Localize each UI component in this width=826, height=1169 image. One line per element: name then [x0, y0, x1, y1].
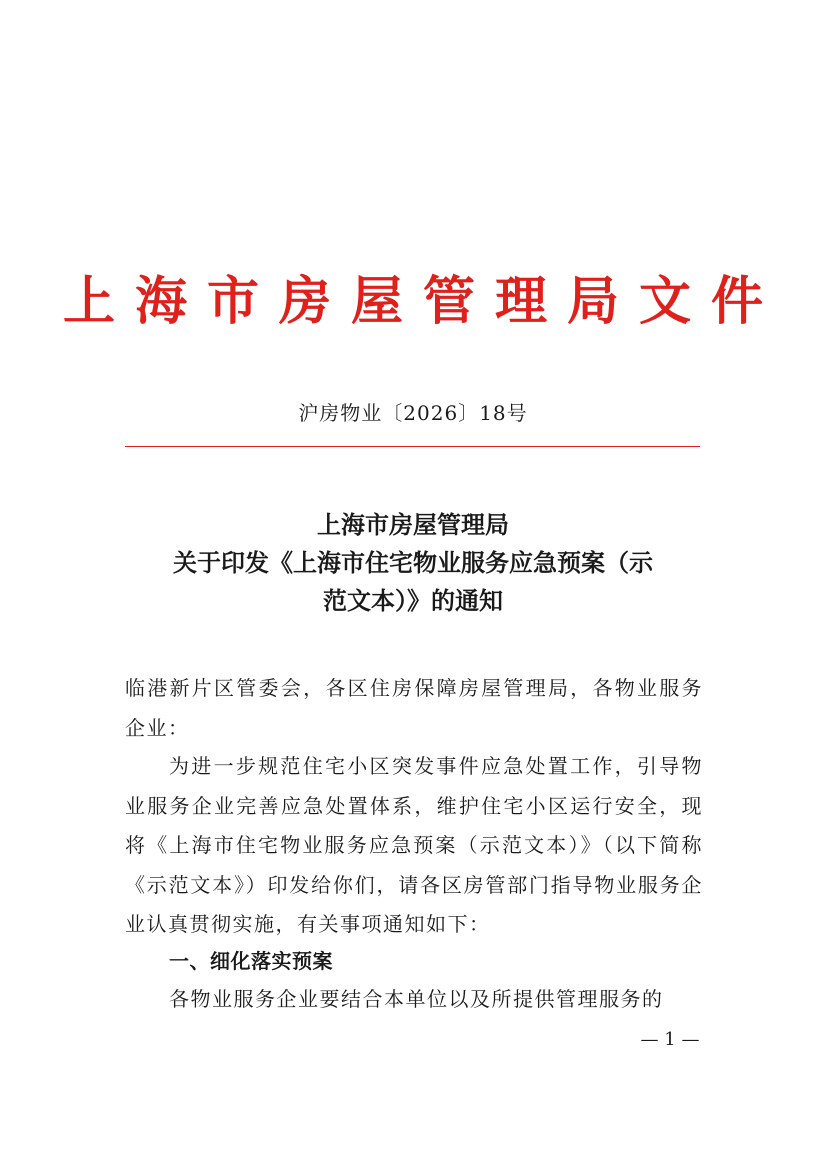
page-number: — 1 —	[640, 1029, 700, 1050]
notice-title-line-1: 上海市房屋管理局	[317, 511, 509, 539]
notice-title-line-2: 关于印发《上海市住宅物业服务应急预案（示	[173, 549, 653, 577]
recipient-paragraph: 临港新片区管委会，各区住房保障房屋管理局，各物业服务企业：	[125, 676, 703, 740]
section-1-heading: 一、细化落实预案	[169, 949, 333, 973]
notice-title-line-3: 范文本）》的通知	[323, 587, 503, 615]
document-number: 沪房物业〔2026〕18号	[298, 401, 528, 425]
section-1-paragraph: 各物业服务企业要结合本单位以及所提供管理服务的	[169, 987, 664, 1011]
document-header-title: 上海市房屋管理局文件	[62, 271, 783, 332]
red-separator-line	[125, 446, 700, 447]
intro-paragraph: 为进一步规范住宅小区突发事件应急处置工作，引导物业服务企业完善应急处置体系，维护住宅小区运行安全，现将《上海市住宅物业服务应急预案（示范文本）》（以下简称《示范文本》）印发给你们，请各区房管部门指导物业服务企业认真贯彻实施，有关事项通知如下：	[125, 754, 703, 936]
notice-title	[118, 506, 708, 620]
